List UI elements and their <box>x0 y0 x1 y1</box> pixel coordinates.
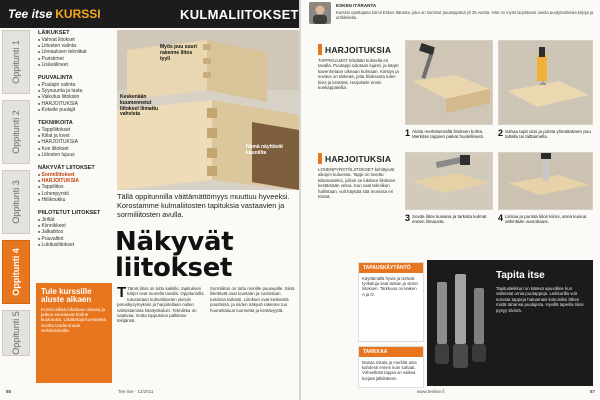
tip-box-1 <box>358 262 424 342</box>
avatar <box>309 2 331 24</box>
toc-item[interactable]: ■ Kiinnikkeet <box>38 223 113 229</box>
toc-item[interactable]: ■ Lohenpyrstö <box>38 191 113 197</box>
lesson-tabs <box>0 30 32 355</box>
toc-item[interactable]: ■ Liitosten lujuus <box>38 152 113 158</box>
tip-box-1-title: TAPAUSKÄYTÄNTÖ <box>359 263 423 273</box>
toc-item[interactable]: ■ Puulajin valinta <box>38 82 113 88</box>
body-column-1: T Tämä liitos on tuttu kaikille, tapituksen kärjet ovat monella tavalla. Oppitunnilla tutustutaan kulmaliitosten yleisiin peruskysymyksiin ja harjoitellaan niiden valmistamista käsityökaluin. Tekniikka on vaativaa, mutta lopputulos palkitsee tekijänsä. <box>117 284 204 324</box>
toc-item[interactable]: ■ Koe liitokset <box>38 146 113 152</box>
photo-caption-2: Keskenään kuumennetut liitokset liimattu vahvista <box>120 94 159 118</box>
section-title: KULMALIITOKSET <box>180 7 299 22</box>
toc-heading: LÄIKUKSET <box>38 30 70 36</box>
toc-item[interactable]: ■ Lisävälineet <box>38 62 113 68</box>
toc-heading: NÄKYVÄT LIITOKSET <box>38 165 95 172</box>
step-2: 2 Sahaa tapit ulos ja poista ylimääräinen puu taltalla tai talttaimella. <box>498 128 591 140</box>
tab-lesson-1[interactable]: Oppitunti 1 <box>2 30 30 94</box>
step-photo-3 <box>405 152 493 210</box>
exercise-text-2: LOHENPYRSTÖLIITOKSET kehittyivät aikojen kuluessa. Tappi on lovettu kiilamaiseksi, jolloin se lukitsee liitoksen kestämään vetoa. Kun saat tekniikan hallintaan, voit käyttää sitä monissa eri töissä. <box>318 167 396 200</box>
toc-item[interactable]: ■ Puuvaltiot <box>38 236 113 242</box>
promo-body: Kurssi alkaa lokakuun alussa ja jatkuu seuraavat kolme kuukautta. Lisätietoja kursseista sivulta Uudenmaan verkkosivuilta. <box>41 307 107 333</box>
left-page <box>0 0 299 400</box>
body-text <box>117 286 297 386</box>
toc-block <box>38 210 113 248</box>
toc-item[interactable]: ■ Liitosten valinta <box>38 43 113 49</box>
toc-item[interactable]: ■ Jalkaliitos <box>38 229 113 235</box>
toc-item[interactable]: ■ Kokeile puulajit <box>38 107 113 113</box>
toc-item[interactable]: ■ Vahvat liitokset <box>38 37 113 43</box>
page-number-right: 87 <box>589 389 595 394</box>
lead-paragraph: Tällä oppitunnilla väittämättömyys muuttuu hyveeksi. Korostamme kulmaliitosten tapituksia vastaavien ja sormiliitosten avulla. <box>117 192 290 219</box>
step-photo-4 <box>498 152 593 210</box>
tip-box-2 <box>358 346 424 388</box>
author-name: ESKEN ITÄRANTA <box>336 3 377 8</box>
tab-lesson-5[interactable]: Oppitunti 5 <box>2 310 30 356</box>
toc-item[interactable]: ■ Puristimet <box>38 56 113 62</box>
exercise-heading-2: HARJOITUKSIA <box>318 153 391 164</box>
toc-heading: PIILOTETUT LIITOKSET <box>38 210 101 217</box>
photo-caption-1: Myös puu suuri rakenne liitos tyyli <box>160 44 197 62</box>
exercise-heading-1: HARJOITUKSIA <box>318 44 391 55</box>
promo-title: Tule kurssille aluste alkaen <box>41 287 92 304</box>
heading-accent <box>318 153 322 164</box>
page-header-bar <box>0 0 299 28</box>
exercise-text-1: TAPPIKULMAT tehdään kolmella eri tavalla. Puutappi sidotaan lujasti, ja kärjet kavennetaan oikeaan kulmaan. Kiristys ja sovitus on tärkeää, jotta liitoksesta tulee tiivis ja kestävä. Harjoittele ensin koekappaleilla. <box>318 58 399 91</box>
toc-block <box>38 165 113 203</box>
toc-heading: TEKNIIKOITA <box>38 120 73 127</box>
toc-block <box>38 75 113 113</box>
toc-item[interactable]: ■ Vaikutus liitoksiin <box>38 94 113 100</box>
tab-lesson-2[interactable]: Oppitunti 2 <box>2 100 30 164</box>
photo-caption-3: Nämä näyttävät kauniilta <box>246 144 283 156</box>
author-bio: Kurssin opettajana toimii Esken Itäranta, joka on toiminut puuseppänä yli 25 vuotta. Hän on myös kirjoittanut useita puutyöaiheisia kirjoja ja artikkeleita. <box>336 10 594 20</box>
step-photo-2 <box>498 40 593 125</box>
toc-item[interactable]: ■ Sormiliitokset <box>38 172 113 178</box>
toc-item[interactable]: ■ Kiilat ja lovet <box>38 133 113 139</box>
footer-url: www.teeitse.fi <box>417 389 445 394</box>
toc-item[interactable]: ■ Hiilikoukku <box>38 197 113 203</box>
lesson-contents <box>38 30 113 262</box>
course-promo-box <box>36 283 112 383</box>
footer-issue: Tee itse · 12/2011 <box>118 389 154 394</box>
toc-item[interactable]: ■ Lukitusliitokset <box>38 242 113 248</box>
toc-block <box>38 120 113 158</box>
toc-item[interactable]: ■ HARJOITUKSIA <box>38 139 113 145</box>
article-headline: Näkyvät liitokset <box>115 227 234 283</box>
tab-lesson-4[interactable]: Oppitunti 4 <box>2 240 30 304</box>
toc-item[interactable]: ■ Tappiliitokset <box>38 127 113 133</box>
tip-box-1-text: Käyttämällä hyviä ja teräviä työkaluja saat tarkan ja siistin liitoksen. Tarkkuus on kaiken A ja O. <box>362 276 418 297</box>
toc-item[interactable]: ■ Syysuunta ja laatu <box>38 88 113 94</box>
tip-box-2-text: Muista mitata ja merkitä aina kahdesti ennen kuin sahaat. Virheellistä tappia on vaikea korjata jälkikäteen. <box>362 360 417 381</box>
toc-item[interactable]: ■ Tappiliitos <box>38 184 113 190</box>
kurssi-label: KURSSI <box>55 7 101 21</box>
sidebar-text: Tapitusleikkuri on kätevä apuväline kun valmistat omia puutappeja. Leikkurilla voit sorvata tappeja haluamasi kokoisiksi lähes mistä tahansa puulajista. Hyvillä tapeilla liitos pysyy tiiviinä. <box>496 286 584 313</box>
toc-item[interactable]: ■ Jirillät <box>38 217 113 223</box>
step-3: 3 Sovita liitos kuivana ja tarkista kulmat ennen liimausta. <box>405 213 487 225</box>
toc-item[interactable]: ■ HARJOITUKSIA <box>38 178 113 184</box>
toc-item[interactable]: ■ Liimauksen tekniikat <box>38 49 113 55</box>
body-column-2: Sormiliitos on tuttu monille puusepille. Siinä liitettävät osat lovetaan ja sovitetaan toisiinsa tarkasti. Liitokset ovat keskeisiä puutöissä, ja niiden näkyvä rakenne tuo huonekaluun luonnetta ja kestävyyttä. <box>210 286 295 313</box>
magazine-title: Tee itse KURSSI <box>8 7 101 21</box>
sidebar-title: Tapita itse <box>496 270 545 281</box>
tab-lesson-3[interactable]: Oppitunti 3 <box>2 170 30 234</box>
tip-box-2-title: TARKKAA <box>359 347 423 357</box>
step-4: 4 Liimaa ja purista liitos kiinni, anna kuivua vähintään vuorokausi. <box>498 213 587 225</box>
toc-item[interactable]: ■ HARJOITUKSIA <box>38 101 113 107</box>
toc-heading: PUUVALINTA <box>38 75 73 82</box>
heading-accent <box>318 44 322 55</box>
page-number-left: 88 <box>6 389 12 394</box>
author-box <box>309 2 595 26</box>
step-1: 1 Aloita merkitsemällä liitoksen kohta. Merkitse tappien paikat huolellisesti. <box>405 128 485 140</box>
step-photo-1 <box>405 40 493 125</box>
drop-cap: T <box>117 284 127 301</box>
toc-block <box>38 30 113 68</box>
